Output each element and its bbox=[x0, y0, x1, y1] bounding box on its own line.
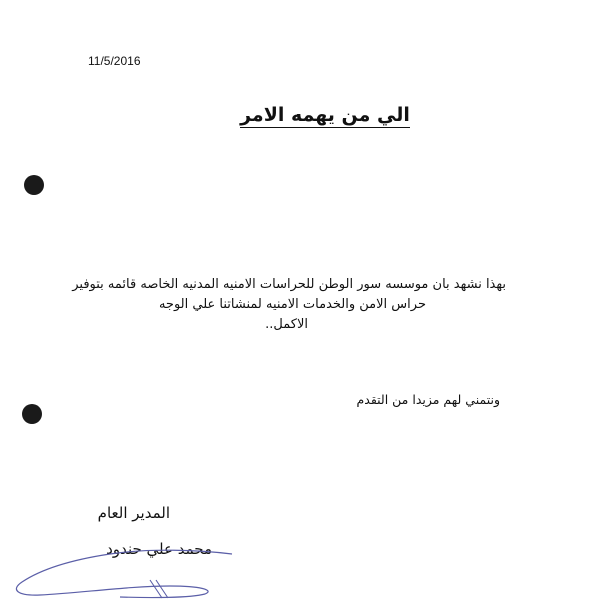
body-line: الاكمل.. bbox=[265, 317, 308, 332]
punch-hole-bottom bbox=[22, 404, 42, 424]
letter-heading-text: الي من يهمه الامر bbox=[240, 104, 410, 126]
body-line: بهذا نشهد بان موسسه سور الوطن للحراسات الامنيه المدنيه الخاصه قائمه بتوفير bbox=[72, 277, 506, 292]
signatory-title: المدير العام bbox=[97, 504, 170, 522]
signatory-name: محمد علي حندود bbox=[106, 540, 212, 558]
letter-heading bbox=[200, 104, 450, 126]
letter-date: 11/5/2016 bbox=[88, 54, 141, 68]
letter-body bbox=[72, 275, 506, 335]
handwritten-signature bbox=[0, 540, 240, 600]
body-line: حراس الامن والخدمات الامنيه لمنشاتنا علي الوجه bbox=[158, 297, 426, 312]
punch-hole-top bbox=[24, 175, 44, 195]
letter-closing: ونتمني لهم مزيدا من التقدم bbox=[356, 392, 500, 407]
